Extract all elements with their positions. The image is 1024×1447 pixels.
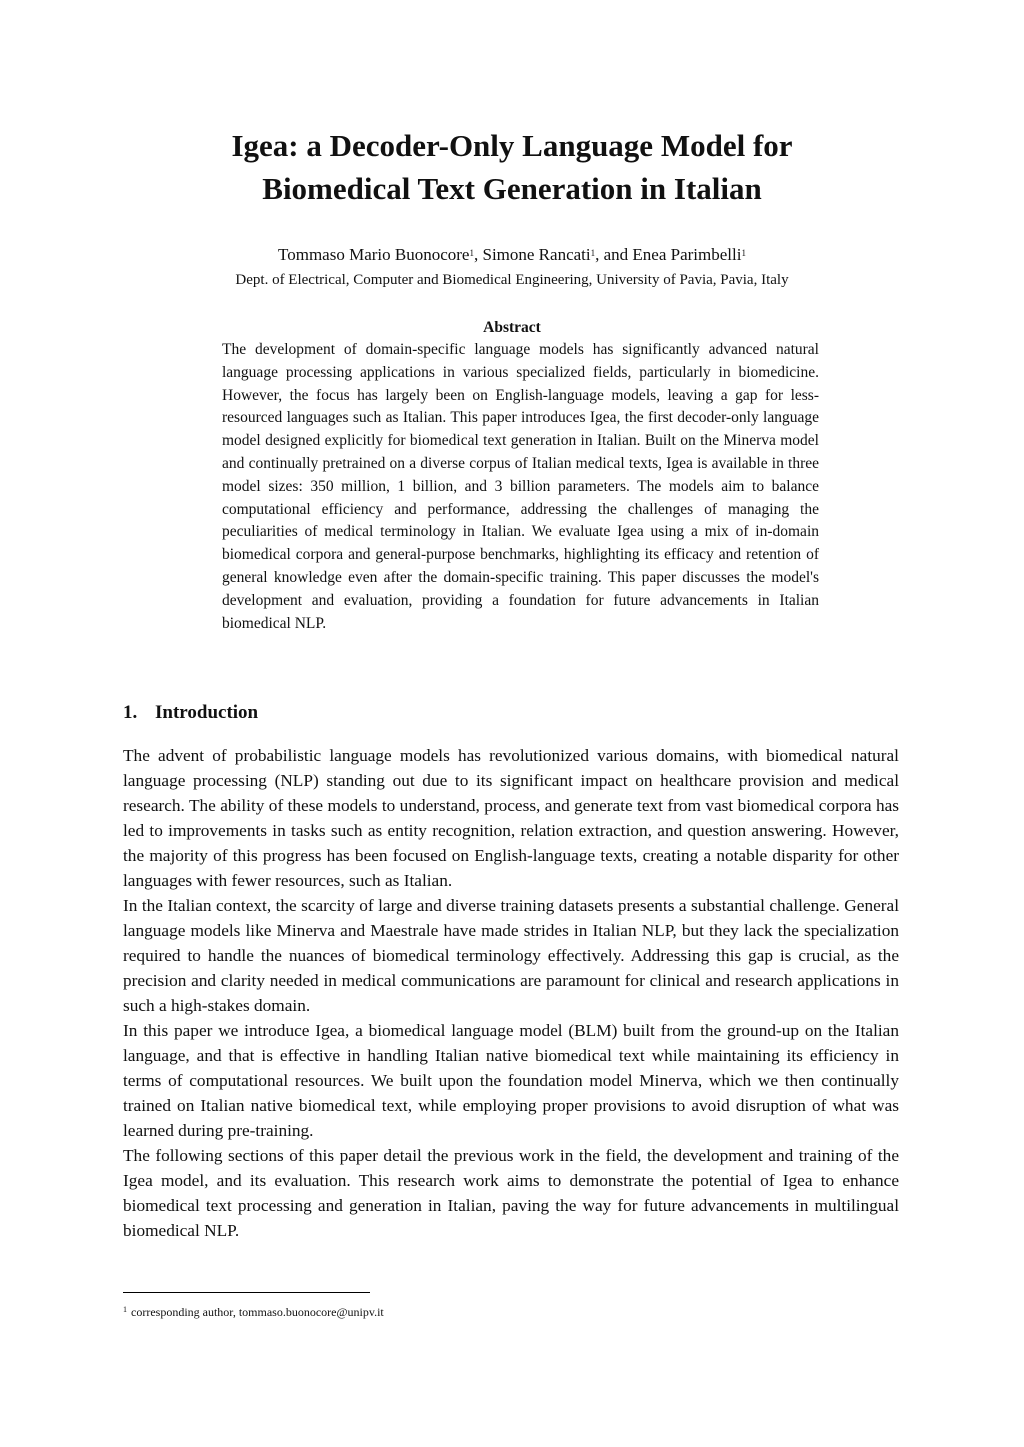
paper-title bbox=[0, 124, 1024, 210]
section-number: 1. bbox=[123, 702, 138, 723]
paragraph: The advent of probabilistic language models has revolutionized various domains, with biomedical natural language processing (NLP) standing out due to its significant impact on healthcare provision and medical research. The ability of these models to understand, process, and generate text from vast biomedical corpora has led to improvements in tasks such as entity recognition, relation extraction, and question answering. However, the majority of this progress has been focused on English-language texts, creating a notable disparity for other languages with fewer resources, such as Italian. bbox=[123, 746, 899, 890]
footnote-text: corresponding author, tommaso.buonocore@unipv.it bbox=[131, 1305, 384, 1319]
paragraph: The following sections of this paper detail the previous work in the field, the development and training of the Igea model, and its evaluation. This research work aims to demonstrate the potential of Igea to enhance biomedical text processing and generation in Italian, paving the way for future advancements in multilingual biomedical NLP. bbox=[123, 1146, 899, 1240]
author-name: Enea Parimbelli bbox=[632, 245, 742, 264]
title-line-2: Biomedical Text Generation in Italian bbox=[262, 171, 762, 206]
footnote-divider bbox=[123, 1292, 370, 1293]
author-name: Simone Rancati bbox=[482, 245, 591, 264]
affiliation-marker: 1 bbox=[741, 248, 746, 258]
footnote-marker: 1 bbox=[123, 1305, 127, 1314]
affiliation-marker: 1 bbox=[590, 248, 596, 258]
section-heading-introduction bbox=[123, 701, 258, 725]
paragraph: In this paper we introduce Igea, a biomedical language model (BLM) built from the ground-up on the Italian language, and that is effective in handling Italian native biomedical text while maintaining its efficiency in terms of computational resources. We built upon the foundation model Minerva, which we then continually trained on Italian native biomedical text, while employing proper provisions to avoid disruption of what was learned during pre-training. bbox=[123, 1021, 899, 1140]
paragraph: In the Italian context, the scarcity of large and diverse training datasets presents a substantial challenge. General language models like Minerva and Maestrale have made strides in Italian NLP, but they lack the specialization required to handle the nuances of biomedical terminology effectively. Addressing this gap is crucial, as the precision and clarity needed in medical communications are paramount for clinical and research applications in such a high-stakes domain. bbox=[123, 896, 899, 1015]
footnote bbox=[123, 1304, 384, 1320]
affiliation: Dept. of Electrical, Computer and Biomedical Engineering, University of Pavia, Pavia, Italy bbox=[235, 272, 789, 288]
title-line-1: Igea: a Decoder-Only Language Model for bbox=[231, 128, 793, 163]
author-separator: , and bbox=[595, 245, 633, 264]
abstract-text: The development of domain-specific language models has significantly advanced natural language processing applications in various specialized fields, particularly in biomedicine. However, the focus has largely been on English-language models, leaving a gap for less-resourced languages such as Italian. This paper introduces Igea, the first decoder-only language model designed explicitly for biomedical text generation in Italian. Built on the Minerva model and continually pretrained on a diverse corpus of Italian medical texts, Igea is available in three model sizes: 350 million, 1 billion, and 3 billion parameters. The models aim to balance computational efficiency and performance, addressing the challenges of managing the peculiarities of medical terminology in Italian. We evaluate Igea using a mix of in-domain biomedical corpora and general-purpose benchmarks, highlighting its efficacy and retention of general knowledge even after the domain-specific training. This paper discusses the model's development and evaluation, providing a foundation for future advancements in Italian biomedical NLP. bbox=[222, 341, 819, 632]
abstract-heading: Abstract bbox=[483, 319, 541, 336]
author-list bbox=[0, 244, 1024, 266]
affiliation-marker: 1 bbox=[469, 248, 474, 258]
author-separator: , bbox=[473, 245, 483, 264]
introduction-body bbox=[123, 743, 899, 1243]
author-name: Tommaso Mario Buonocore bbox=[278, 245, 470, 264]
section-title: Introduction bbox=[155, 702, 259, 723]
